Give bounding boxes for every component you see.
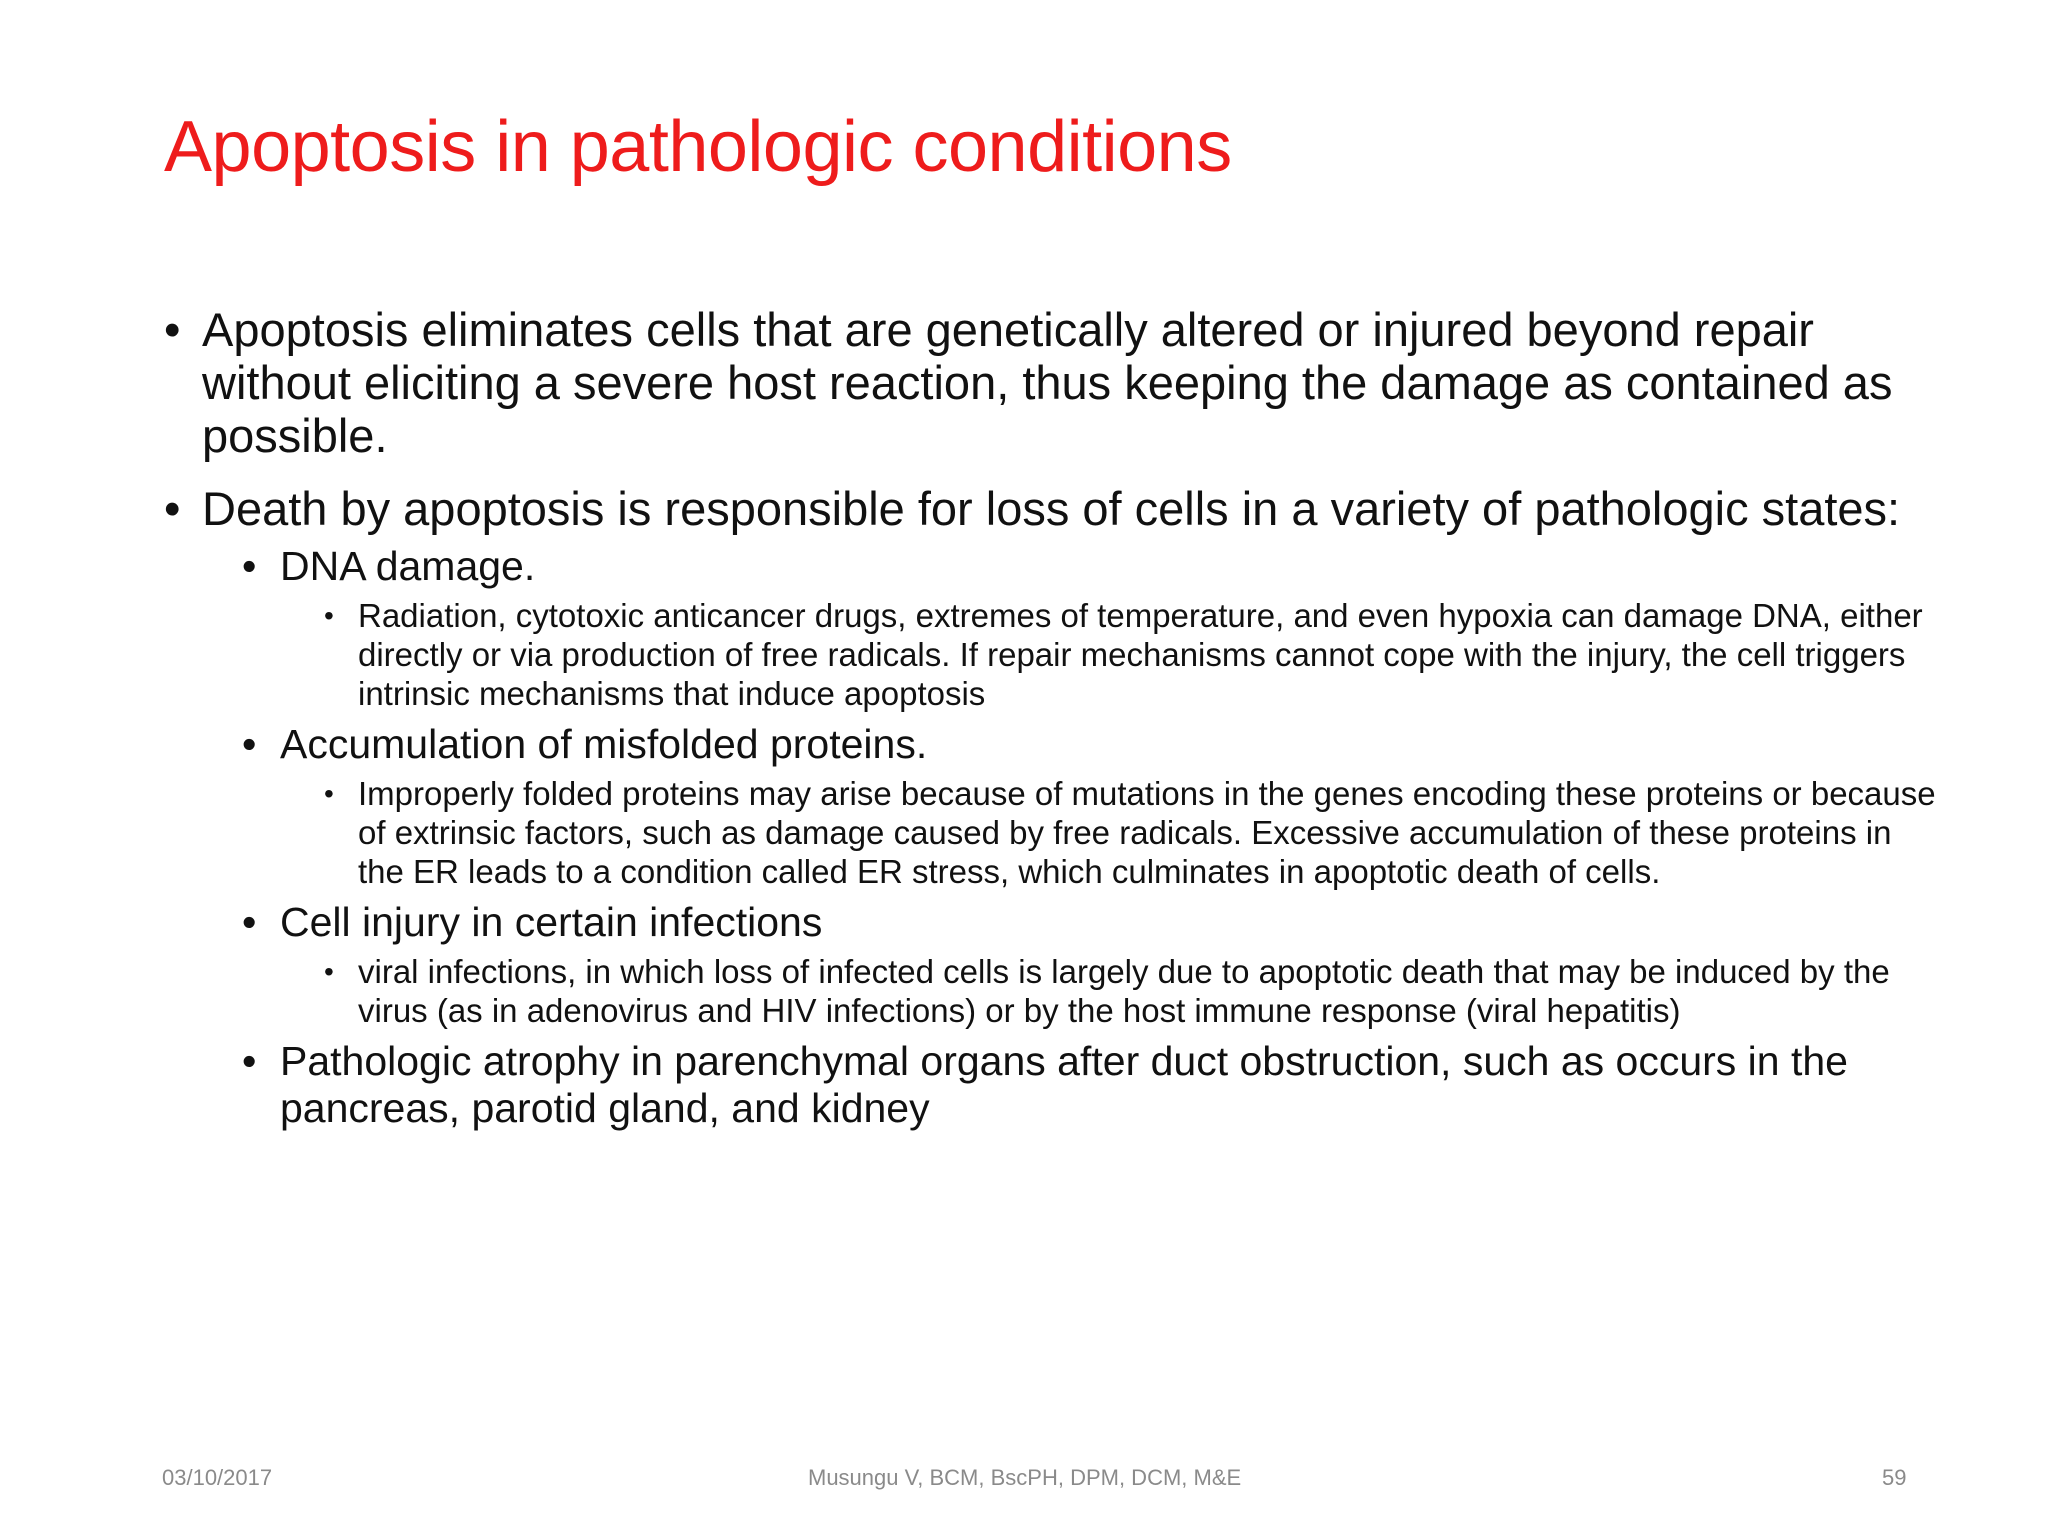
bullet-eliminates-cells: • Apoptosis eliminates cells that are genetically altered or injured beyond repair without eliciting a severe host reaction, thus keeping the damage as contained as possible. bbox=[164, 303, 1922, 462]
detail-misfolded-proteins: • Improperly folded proteins may arise because of mutations in the genes encoding these proteins or because of extrinsic factors, such as damage caused by free radicals. Excessive accumulation of these proteins in the ER leads to a condition called ER stress, which culminates in apoptotic death of cells. bbox=[320, 774, 1938, 891]
slide-title: Apoptosis in pathologic conditions bbox=[164, 107, 1232, 187]
slide-body bbox=[164, 303, 1936, 1132]
bullet-death-by-apoptosis: • Death by apoptosis is responsible for loss of cells in a variety of pathologic states: bbox=[164, 482, 1922, 535]
sub-bullet-pathologic-atrophy: • Pathologic atrophy in parenchymal organs after duct obstruction, such as occurs in the pancreas, parotid gland, and kidney bbox=[242, 1038, 1920, 1132]
footer-author: Musungu V, BCM, BscPH, DPM, DCM, M&E bbox=[808, 1465, 1242, 1490]
detail-dna-damage: • Radiation, cytotoxic anticancer drugs, extremes of temperature, and even hypoxia can damage DNA, either directly or via production of free radicals. If repair mechanisms cannot cope with the injury, the cell triggers intrinsic mechanisms that induce apoptosis bbox=[320, 596, 1938, 713]
sub-bullet-misfolded-proteins: • Accumulation of misfolded proteins. bbox=[242, 721, 1920, 768]
detail-infections: • viral infections, in which loss of infected cells is largely due to apoptotic death that may be induced by the virus (as in adenovirus and HIV infections) or by the host immune response (viral hepatitis) bbox=[320, 952, 1938, 1030]
footer-page-number: 59 bbox=[1882, 1465, 1907, 1490]
footer-date: 03/10/2017 bbox=[162, 1465, 273, 1490]
sub-bullet-infections: • Cell injury in certain infections bbox=[242, 899, 1920, 946]
sub-bullet-dna-damage: • DNA damage. bbox=[242, 543, 1920, 590]
